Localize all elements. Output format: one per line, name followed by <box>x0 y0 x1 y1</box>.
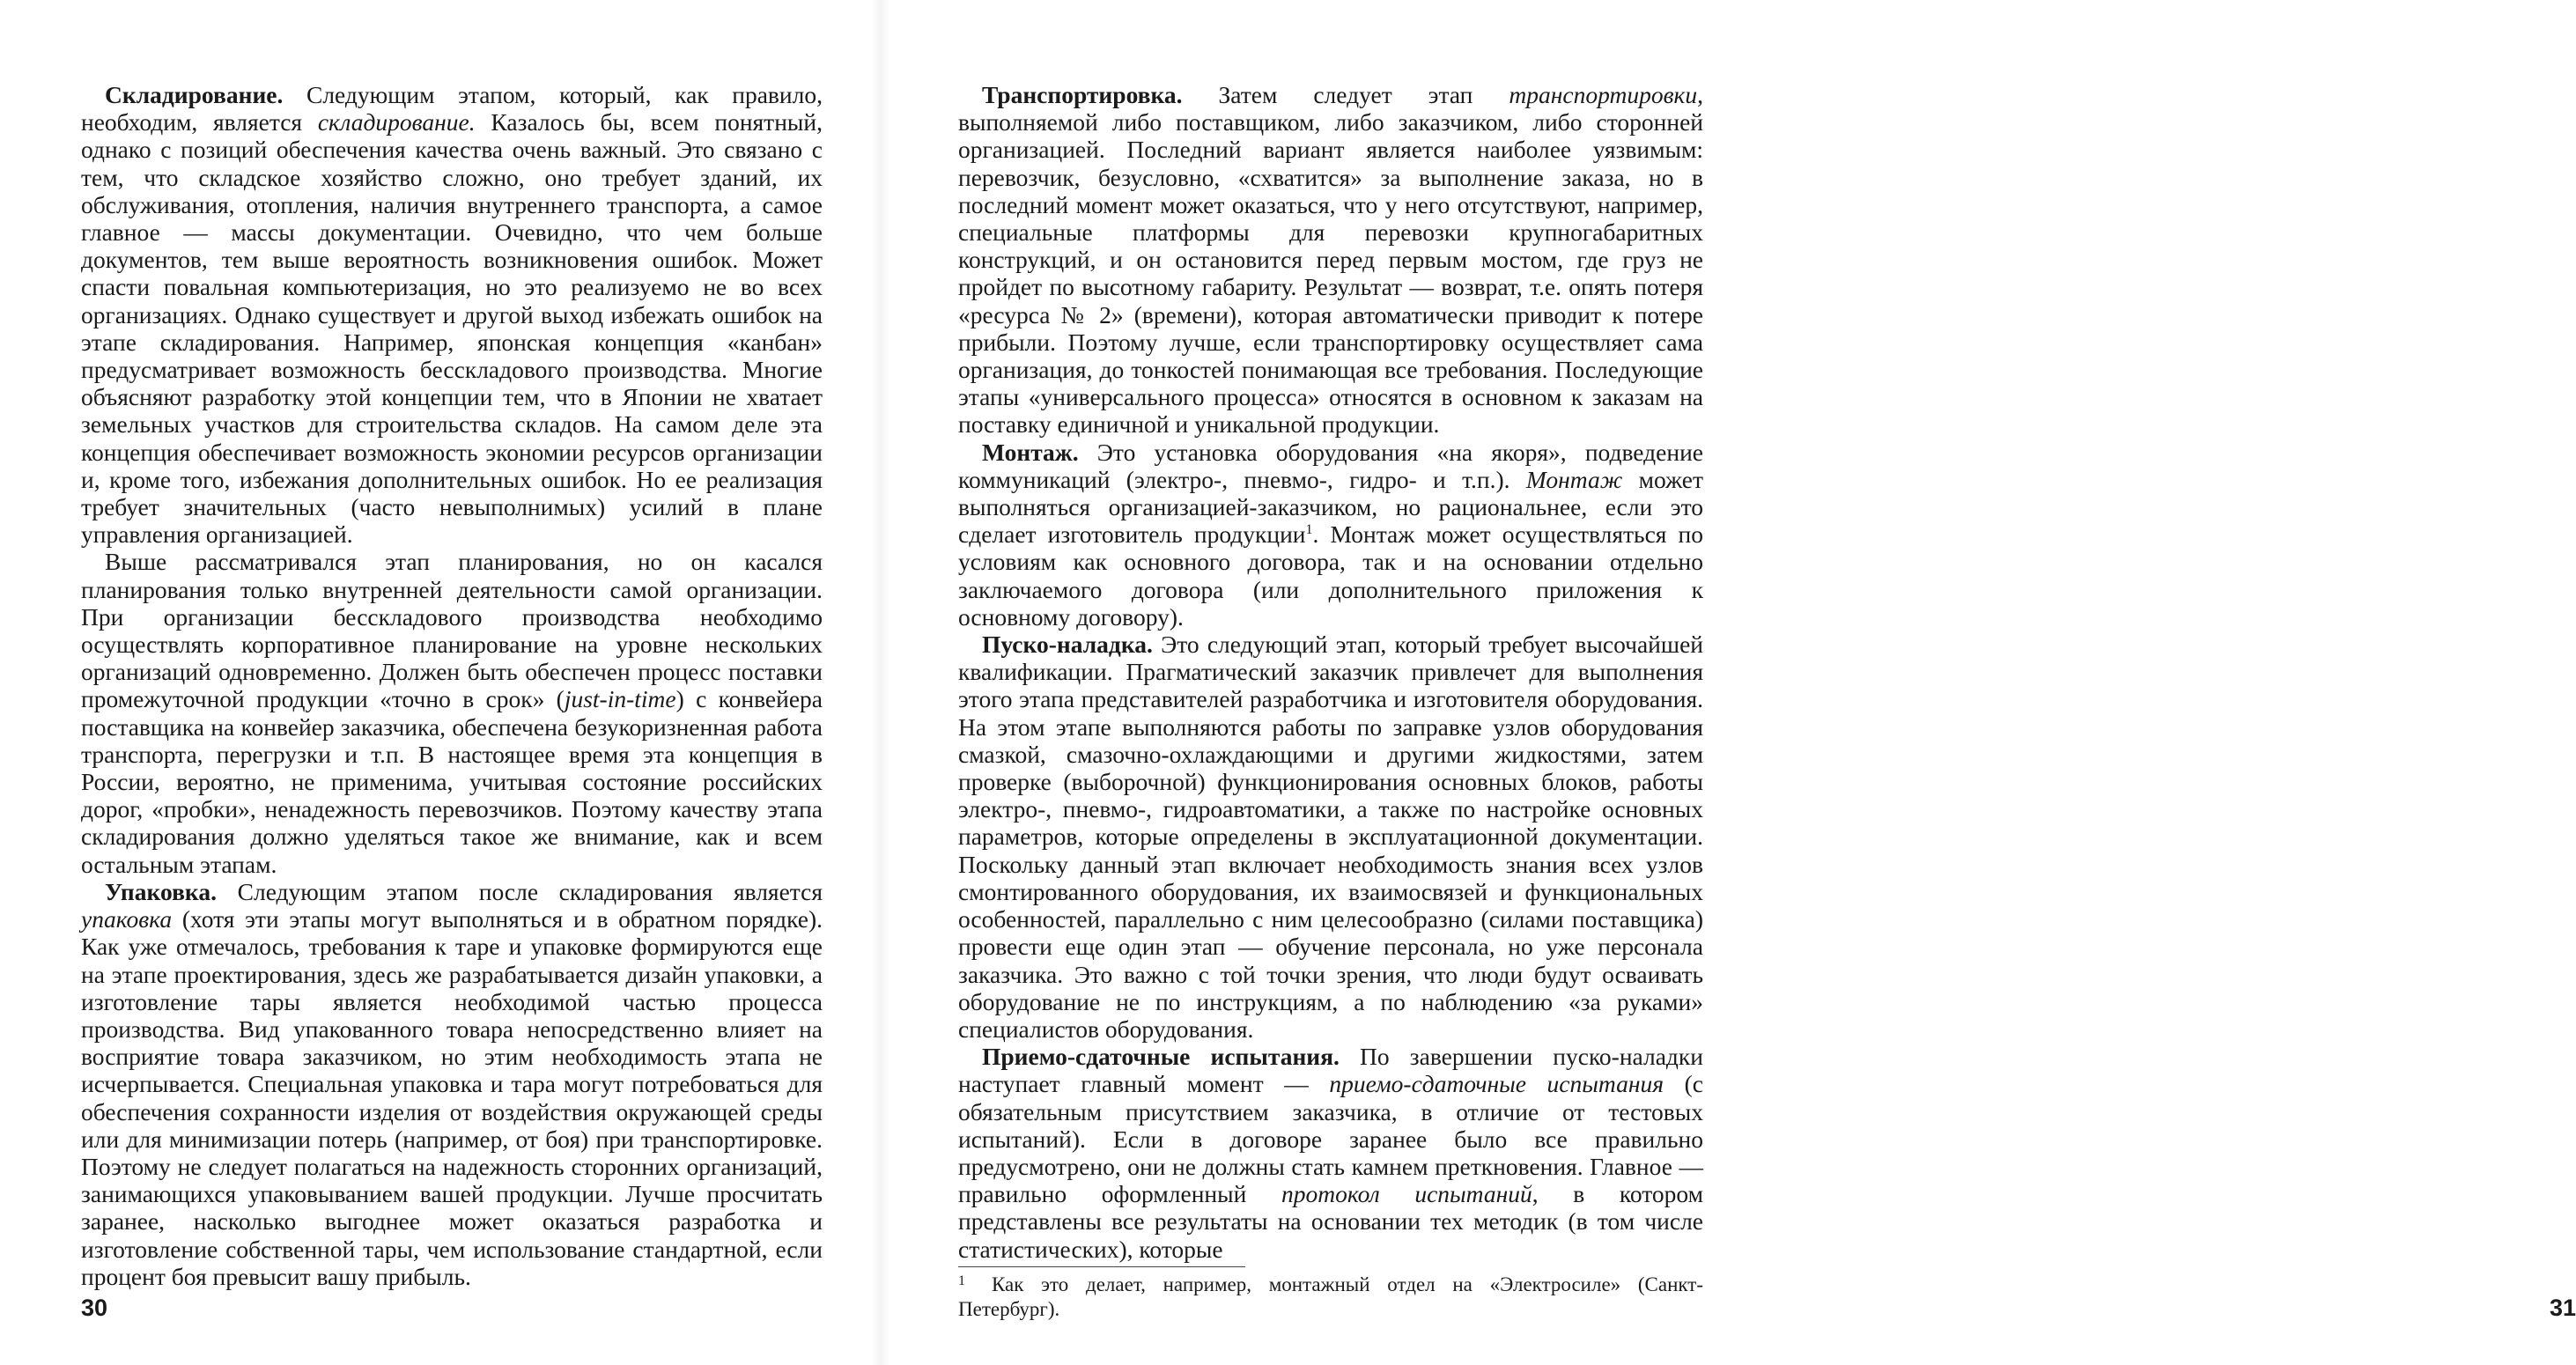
section-heading-packaging: Упаковка. <box>105 877 217 905</box>
term-warehousing: складирование. <box>317 108 476 136</box>
term-just-in-time: just-in-time <box>564 685 676 713</box>
footnote-divider <box>958 1266 1245 1267</box>
paragraph-commissioning: Пуско-наладка. Это следующий этап, который требует высочайшей квалификации. Прагматический заказчик привлечет для выполнения этого этапа представителей разработчика и изготовителя оборудования. На этом этапе выполняются работы по заправке узлов оборудования смазкой, смазочно-охлаждающими и другими жидкостями, затем проверке (выборочной) функционирования основных блоков, работы электро-, пневмо-, гидроавтоматики, а также по настройке основных параметров, которые определены в эксплуатационной документации. Поскольку данный этап включает необходимость знания всех узлов смонтированного оборудования, их взаимосвязей и функциональных особенностей, параллельно с ним целесообразно (силами поставщика) провести еще один этап — обучение персонала, но уже персонала заказчика. Это важно с той точки зрения, что люди будут осваивать оборудование не по инструкциям, а по наблюдению «за руками» специалистов оборудования. <box>958 631 1703 1043</box>
term-transportation: транспортировки <box>1509 81 1698 108</box>
paragraph-warehousing: Складирование. Следующим этапом, который, как правило, необходим, является складирование. Казалось бы, всем понятный, однако с позиций обеспечения качества очень важный. Это связано с тем, что складское хозяйство сложно, оно требует зданий, их обслуживания, отопления, наличия внутреннего транспорта, а самое главное — массы документации. Очевидно, что чем больше документов, тем выше вероятность возникновения ошибок. Может спасти повальная компьютеризация, но это реализуемо не во всех организациях. Однако существует и другой выход избежать ошибок на этапе складирования. Например, японская концепция «канбан» предусматривает возможность бесскладового производства. Многие объясняют разработку этой концепции тем, что в Японии не хватает земельных участков для строительства складов. На самом деле эта концепция обеспечивает возможность экономии ресурсов организации и, кроме того, избежания дополнительных ошибок. Но ее реализация требует значительных (часто невыполнимых) усилий в плане управления организацией. <box>81 81 823 549</box>
section-heading-installation: Монтаж. <box>982 438 1079 466</box>
paragraph-installation: Монтаж. Это установка оборудования «на якоря», подведение коммуникаций (электро-, пневмо-, гидро- и т.п.). Монтаж может выполняться организацией-заказчиком, но рациональнее, если это сделает изготовитель продукции$^1$. Монтаж может осуществляться по условиям как основного договора, так и на основании отдельно заключаемого договора (или дополнительного приложения к основному договору). <box>958 438 1703 631</box>
page-right <box>881 0 2576 1365</box>
section-heading-commissioning: Пуско-наладка. <box>982 631 1153 659</box>
paragraph-packaging: Упаковка. Следующим этапом после складирования является упаковка (хотя эти этапы могут выполняться и в обратном порядке). Как уже отмечалось, требования к таре и упаковке формируются еще на этапе проектирования, здесь же разрабатывается дизайн упаковки, а изготовление тары является необходимой частью процесса производства. Вид упакованного товара непосредственно влияет на восприятие товара заказчиком, но этим необходимость этапа не исчерпывается. Специальная упаковка и тара могут потребоваться для обеспечения сохранности изделия от воздействия окружающей среды или для минимизации потерь (например, от боя) при транспортировке. Поэтому не следует полагаться на надежность сторонних организаций, занимающихся упаковыванием вашей продукции. Лучше просчитать заранее, насколько выгоднее может оказаться разработка и изготовление собственной тары, чем использование стандартной, если процент боя превысит вашу прибыль. <box>81 877 823 1290</box>
term-packaging: упаковка <box>81 905 173 933</box>
footnote-reference[interactable]: 1 <box>1305 522 1313 538</box>
paragraph-acceptance-tests: Приемо-сдаточные испытания. По завершении пуско-наладки наступает главный момент — приемо-сдаточные испытания (с обязательным присутствием заказчика, в отличие от тестовых испытаний). Если в договоре заранее было все правильно предусмотрено, они не должны стать камнем преткновения. Главное — правильно оформленный протокол испытаний, в котором представлены все результаты на основании тех методик (в том числе статистических), которые <box>958 1043 1703 1263</box>
page-number-left: 30 <box>81 1295 108 1321</box>
paragraph-transportation: Транспортировка. Затем следует этап транспортировки, выполняемой либо поставщиком, либо заказчиком, либо сторонней организацией. Последний вариант является наиболее уязвимым: перевозчик, безусловно, «схватится» за выполнение заказа, но в последний момент может оказаться, что у него отсутствуют, например, специальные платформы для перевозки крупногабаритных конструкций, и он остановится перед первым мостом, где груз не пройдет по высотному габариту. Результат — возврат, т.е. опять потеря «ресурса № 2» (времени), которая автоматически приводит к потере прибыли. Поэтому лучше, если транспортировку осуществляет сама организация, до тонкостей понимающая все требования. Последующие этапы «универсального процесса» относятся в основном к заказам на поставку единичной и уникальной продукции. <box>958 81 1703 439</box>
section-heading-warehousing: Складирование. <box>105 81 284 108</box>
footnote <box>958 1273 1703 1322</box>
section-heading-acceptance-tests: Приемо-сдаточные испытания. <box>982 1043 1340 1071</box>
paragraph-planning: Выше рассматривался этап планирования, но он касался планирования только внутренней деятельности самой организации. При организации бесскладового производства необходимо осуществлять корпоративное планирование на уровне нескольких организаций одновременно. Должен быть обеспечен процесс поставки промежуточной продукции «точно в срок» (just-in-time) с конвейера поставщика на конвейер заказчика, обеспечена безукоризненная работа транспорта, перегрузки и т.п. В настоящее время эта концепция в России, вероятно, не применима, учитывая состояние российских дорог, «пробки», ненадежность перевозчиков. Поэтому качеству этапа складирования должно уделяться такое же внимание, как и всем остальным этапам. <box>81 548 823 878</box>
text-column-right <box>958 81 1703 1322</box>
page-number-right: 31 <box>2550 1295 2576 1321</box>
footnote-text: Как это делает, например, монтажный отдел на «Электросиле» (Санкт-Петербург). <box>958 1273 1703 1320</box>
footnote-mark: 1 <box>958 1273 965 1288</box>
term-acceptance-tests: приемо-сдаточные испытания <box>1329 1070 1664 1098</box>
term-installation: Монтаж <box>1525 465 1623 493</box>
section-heading-transportation: Транспортировка. <box>982 81 1183 108</box>
term-test-protocol: протокол испытаний <box>1281 1180 1532 1208</box>
page-left <box>0 0 881 1365</box>
text-column-left <box>81 81 823 1290</box>
